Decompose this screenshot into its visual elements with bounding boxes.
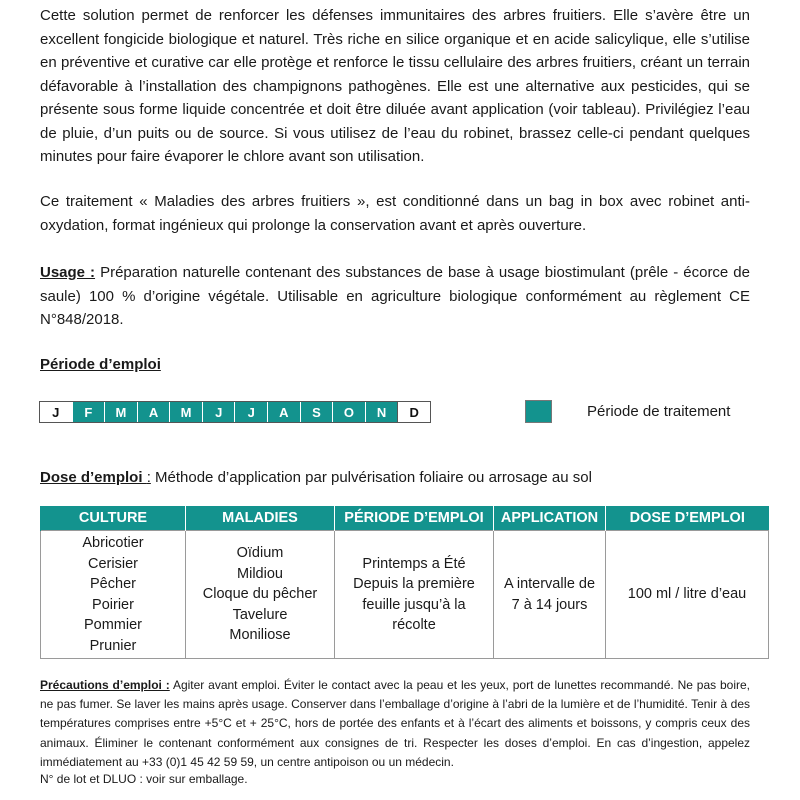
cell-maladies [186,531,335,659]
legend-label: Période de traitement [587,403,731,420]
usage-paragraph [40,261,750,332]
precautions-label: Précautions d’emploi : [40,678,170,692]
cell-application [494,531,606,659]
dose-table [40,506,769,659]
maladie-item: Cloque du pêcher [202,586,318,603]
intro-paragraph: Cette solution permet de renforcer les défenses immunitaires des arbres fruitiers. Elle s’avère être un excellent fongicide biologique et naturel. Très riche en silice organique et en acide salicylique, elle s’utilise en préventive et curative car elle protège et renforce le tissu cellulaire des arbres fruitiers, créant un terrain défavorable à l’installation des champignons pathogènes. Elle est une alternative aux pesticides, qui se présente sous forme liquide concentrée et doit être diluée avant application (voir tableau). Privilégiez l’eau de pluie, d’un puits ou de source. Si vous utilisez de l’eau du robinet, brassez celle-ci pendant quelques minutes pour faire évaporer le chlore avant son utilisation. [40,7,750,165]
dose-line [40,469,592,486]
usage-text: Préparation naturelle contenant des substances de base à usage biostimulant (prêle - écorce de saule) 100 % d’origine végétale. Utilisable en agriculture biologique conformément au règlement CE N°848/2018. [40,264,750,328]
header-dose: DOSE D’EMPLOI [606,506,769,531]
maladie-item: Tavelure [232,606,288,623]
dose-label: Dose d’emploi [40,469,147,486]
month-cell: S [300,402,333,422]
culture-item: Pêcher [90,576,136,592]
maladie-item: Mildiou [237,565,283,582]
month-cell: J [234,402,267,422]
culture-item: Poirier [92,596,134,613]
month-cell: A [137,402,170,422]
cell-dose [606,531,769,659]
month-cell: J [202,402,235,422]
lot-info: N° de lot et DLUO : voir sur emballage. [40,772,248,786]
application-line: 7 à 14 jours [511,596,588,613]
header-periode: PÉRIODE D’EMPLOI [335,506,494,531]
periode-line: Depuis la première [353,576,475,592]
dose-separator: : [146,469,151,486]
cell-culture [41,531,186,659]
application-line: A intervalle de [503,576,596,592]
month-cell: M [169,402,202,422]
header-culture: CULTURE [41,506,186,531]
periode-line: Printemps a Été [362,555,466,572]
month-cell: M [104,402,137,422]
periode-line: récolte [392,617,436,633]
legend-swatch [525,400,552,423]
month-cell: F [72,402,105,422]
periode-heading: Période d’emploi [40,356,161,373]
month-cell: O [332,402,365,422]
month-cell: D [397,402,430,422]
month-cell: A [267,402,300,422]
header-maladies: MALADIES [186,506,335,531]
culture-item: Prunier [89,637,137,654]
month-strip [39,401,431,423]
packaging-paragraph: Ce traitement « Maladies des arbres fruitiers », est conditionné dans un bag in box avec robinet anti-oxydation, format ingénieux qui prolonge la conservation avant et après ouverture. [40,193,750,234]
maladie-item: Moniliose [229,627,291,644]
periode-line: feuille jusqu’à la [362,596,466,613]
month-cell: N [365,402,398,422]
cell-periode [335,531,494,659]
dose-text: Méthode d’application par pulvérisation foliaire ou arrosage au sol [150,469,592,486]
precautions-text: Agiter avant emploi. Éviter le contact avec la peau et les yeux, port de lunettes recommandé. Ne pas boire, ne pas fumer. Se laver les mains après usage. Conserver dans l’emballage d’origine à l’abri de la lumière et de l’humidité. Tenir à des températures comprises entre +5°C et + 25°C, hors de portée des enfants et à l’écart des aliments et boissons, y compris ceux des animaux. Éliminer le contenant conformément aux consignes de tri. Respecter les doses d’emploi. En cas d’ingestion, appelez immédiatement au +33 (0)1 45 42 59 59, un centre antipoison ou un médecin. [40,678,750,769]
precautions-paragraph [40,676,750,772]
table-header-row [41,506,769,531]
culture-item: Pommier [83,617,142,633]
maladie-item: Oïdium [236,545,284,562]
culture-item: Cerisier [88,555,138,572]
month-cell: J [40,402,72,422]
table-row [41,531,769,659]
usage-label: Usage : [40,264,96,281]
dose-value: 100 ml / litre d’eau [627,586,747,603]
culture-item: Abricotier [82,535,144,551]
header-application: APPLICATION [494,506,606,531]
